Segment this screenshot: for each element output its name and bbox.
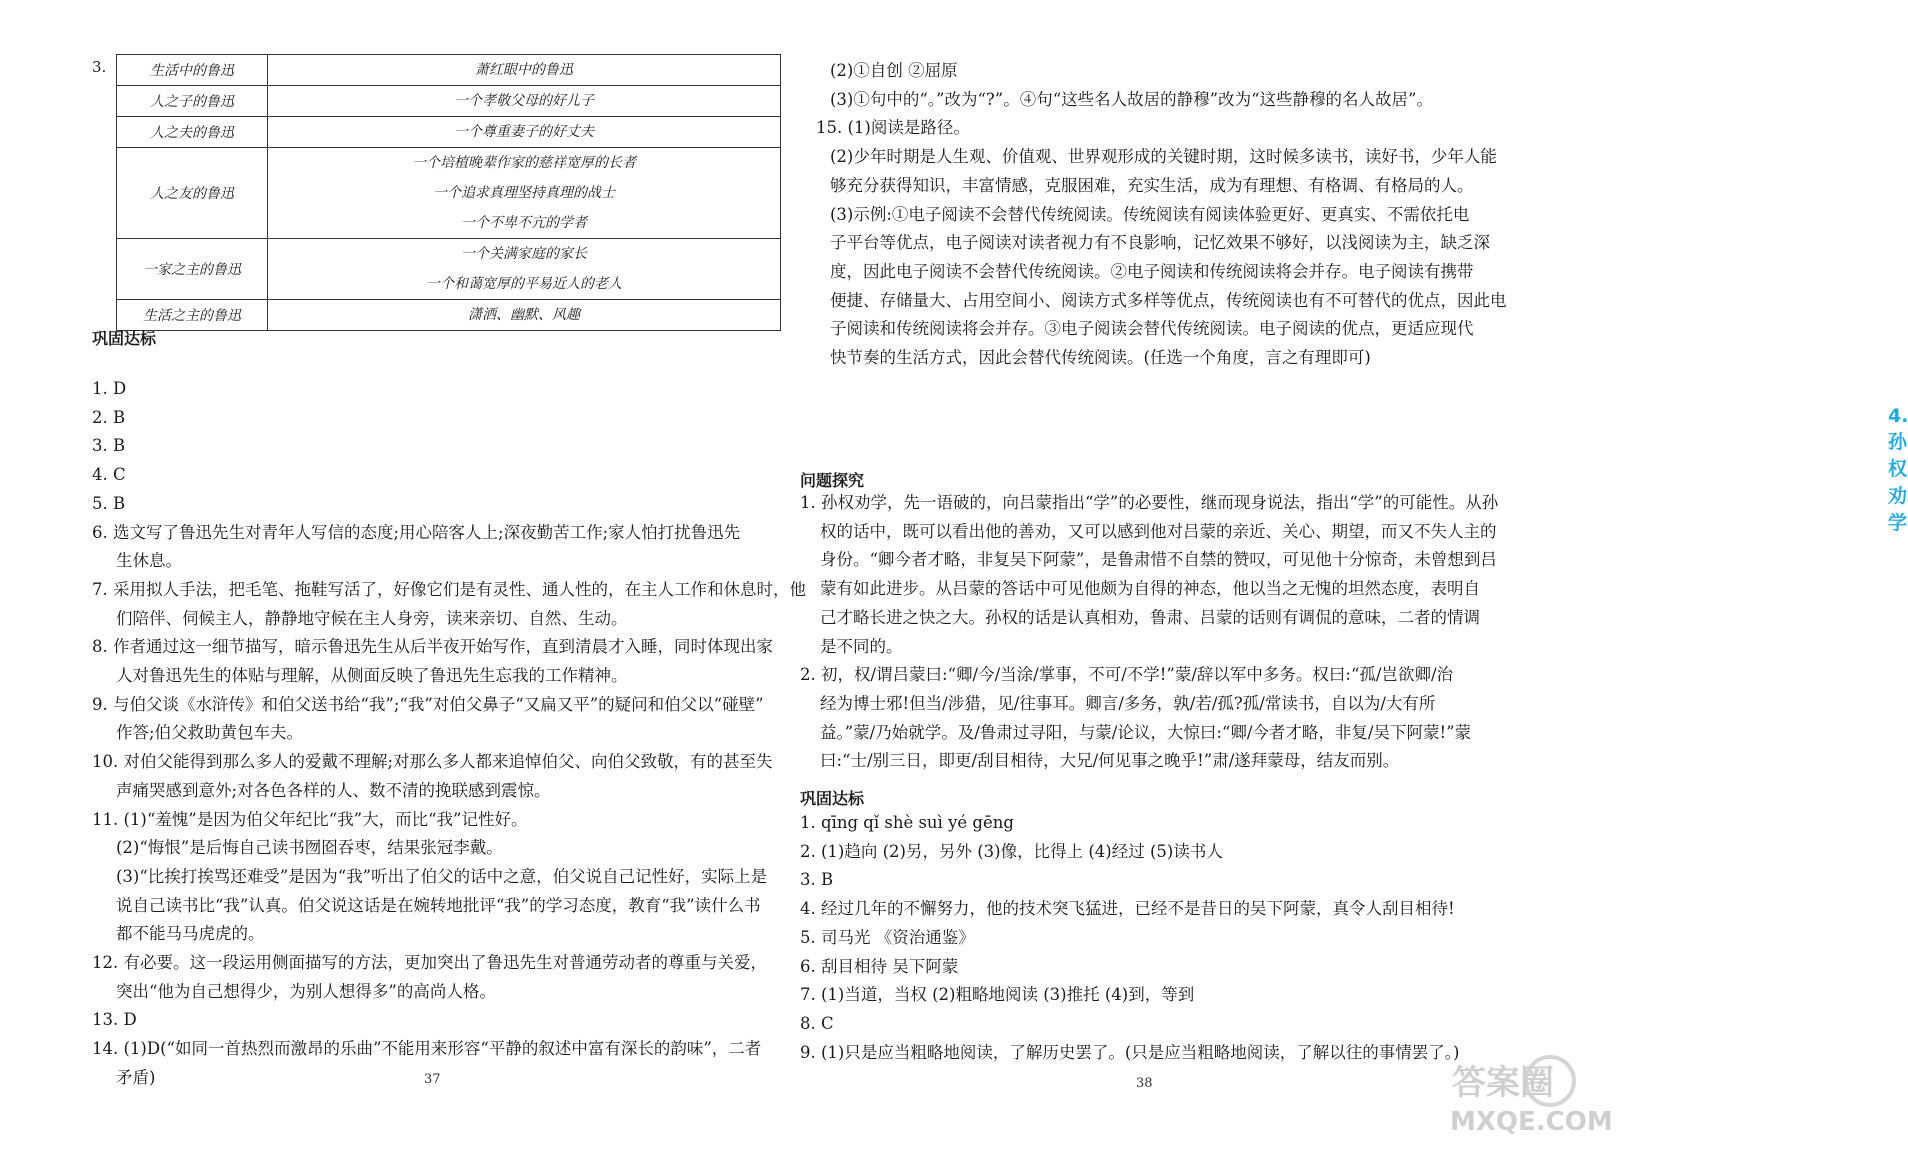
answer-line: 6. 刮目相待 吴下阿蒙 bbox=[800, 956, 959, 976]
answer-line: 够充分获得知识，丰富情感，克服困难，充实生活，成为有理想、有格调、有格局的人。 bbox=[830, 175, 1474, 195]
answer-line: 2. (1)趋向 (2)另，另外 (3)像，比得上 (4)经过 (5)读书人 bbox=[800, 841, 1223, 861]
answer-line: 1. 孙权劝学，先一语破的，向吕蒙指出“学”的必要性，继而现身说法，指出“学”的可能性。从孙 bbox=[800, 493, 1499, 512]
answer-line: 9. (1)只是应当粗略地阅读，了解历史罢了。(只是应当粗略地阅读，了解以往的事情罢了。) bbox=[800, 1042, 1460, 1062]
answer-line: 5. 司马光 《资治通鉴》 bbox=[800, 927, 975, 947]
answer-line: (3)“比挨打挨骂还难受”是因为“我”听出了伯父的话中之意，伯父说自己记性好，实际上是 bbox=[116, 866, 768, 886]
table-cell-line: 一个尊重妻子的好丈夫 bbox=[454, 124, 594, 140]
answer-line: 5. B bbox=[92, 493, 126, 513]
table-row-content bbox=[268, 117, 781, 148]
answer-line: 7. (1)当道，当权 (2)粗略地阅读 (3)推托 (4)到，等到 bbox=[800, 985, 1195, 1005]
answer-line: 突出“他为自己想得少，为别人想得多”的高尚人格。 bbox=[116, 981, 496, 1001]
table-row-label: 一家之主的鲁迅 bbox=[117, 239, 268, 300]
table-row-content bbox=[268, 239, 781, 300]
table-cell-line: 萧红眼中的鲁迅 bbox=[475, 62, 573, 78]
table-cell-line: 一个关满家庭的家长 bbox=[461, 246, 587, 262]
answer-line: (2)①自创 ②屈原 bbox=[830, 61, 958, 80]
answer-line: 作答;伯父救助黄包车夫。 bbox=[116, 723, 304, 743]
answer-line: 益。”蒙/乃始就学。及/鲁肃过寻阳，与蒙/论议，大惊曰:“卿/今者才略，非复/吴下阿蒙!”蒙 bbox=[820, 722, 1472, 742]
table-row bbox=[117, 148, 781, 239]
answer-line: 6. 选文写了鲁迅先生对青年人写信的态度;用心陪客人上;深夜勤苦工作;家人怕打扰鲁迅先 bbox=[92, 522, 741, 542]
answer-line: 蒙有如此进步。从吕蒙的答话中可见他颇为自得的神态，他以当之无愧的坦然态度，表明自 bbox=[820, 579, 1480, 599]
watermark-text-url: MXQE.COM bbox=[1450, 1107, 1613, 1137]
answer-line: 曰:“士/别三日，即更/刮目相待，大兄/何见事之晚乎!”肃/遂拜蒙母，结友而别。 bbox=[820, 751, 1400, 771]
table-row bbox=[117, 239, 781, 300]
table-row-content bbox=[268, 148, 781, 239]
table-cell-line: 一个和蔼宽厚的平易近人的老人 bbox=[426, 276, 622, 292]
section-title-consolidation: 巩固达标 bbox=[800, 789, 865, 808]
answer-line: (2)少年时期是人生观、价值观、世界观形成的关键时期，这时候多读书，读好书，少年人能 bbox=[830, 147, 1497, 167]
luxun-table bbox=[116, 54, 781, 331]
answer-line: 14. (1)D(“如同一首热烈而激昂的乐曲”不能用来形容“平静的叙述中富有深长的韵味”，二者 bbox=[92, 1039, 762, 1059]
right-page bbox=[800, 0, 1908, 1161]
answer-line: 声痛哭感到意外;对各色各样的人、数不清的挽联感到震惊。 bbox=[116, 780, 551, 800]
answer-line: 2. 初，权/谓吕蒙曰:“卿/今/当涂/掌事，不可/不学!”蒙/辞以军中多务。权曰:“孤/岂欲卿/治 bbox=[800, 665, 1454, 685]
answer-line: 矛盾) bbox=[116, 1067, 156, 1087]
lesson-title: 4. 孙权劝学 bbox=[1888, 405, 1908, 534]
table-row-label: 人之子的鲁迅 bbox=[117, 86, 268, 117]
table-cell-line: 潇洒、幽默、风趣 bbox=[468, 307, 580, 323]
table-row-label: 人之友的鲁迅 bbox=[117, 148, 268, 239]
answer-line: 权的话中，既可以看出他的善劝，又可以感到他对吕蒙的亲近、关心、期望，而又不失人主的 bbox=[820, 521, 1497, 541]
answer-line: 1. qīng qǐ shè suì yé gēng bbox=[800, 813, 1014, 832]
answer-line: 生休息。 bbox=[116, 551, 182, 571]
section-title-consolidation: 巩固达标 bbox=[92, 329, 157, 348]
page-number: 37 bbox=[424, 1072, 441, 1087]
table-cell-line: 一个追求真理坚持真理的战士 bbox=[433, 185, 615, 201]
answer-line: 子阅读和传统阅读将会并存。③电子阅读会替代传统阅读。电子阅读的优点，更适应现代 bbox=[830, 319, 1474, 339]
answer-line: 子平台等优点，电子阅读对读者视力有不良影响，记忆效果不够好，以浅阅读为主，缺乏深 bbox=[830, 233, 1490, 253]
answer-line: 11. (1)“羞愧”是因为伯父年纪比“我”大，而比“我”记性好。 bbox=[92, 809, 528, 829]
answer-line: (3)①句中的“。”改为“?”。④句“这些名人故居的静穆”改为“这些静穆的名人故居”。 bbox=[830, 89, 1433, 109]
answer-line: 们陪伴、伺候主人，静静地守候在主人身旁，读来亲切、自然、生动。 bbox=[116, 608, 628, 628]
watermark bbox=[1442, 1049, 1613, 1149]
answer-line: 8. 作者通过这一细节描写，暗示鲁迅先生从后半夜开始写作，直到清晨才入睡，同时体现出家 bbox=[92, 637, 773, 657]
table-row-label: 生活之主的鲁迅 bbox=[117, 300, 268, 331]
table-row-label: 人之夫的鲁迅 bbox=[117, 117, 268, 148]
answer-line: 都不能马马虎虎的。 bbox=[116, 924, 265, 944]
table-row-content bbox=[268, 55, 781, 86]
left-page bbox=[0, 0, 806, 1161]
section-title-inquiry: 问题探究 bbox=[800, 471, 865, 490]
page-number: 38 bbox=[1136, 1076, 1153, 1091]
table-row-label: 生活中的鲁迅 bbox=[117, 55, 268, 86]
answer-line: 是不同的。 bbox=[820, 636, 903, 656]
answer-line: 3. B bbox=[92, 436, 126, 456]
table-cell-line: 一个培植晚辈作家的慈祥宽厚的长者 bbox=[412, 155, 636, 171]
question-number: 3. bbox=[92, 58, 107, 76]
table-row-content bbox=[268, 300, 781, 331]
answer-line: 身份。“卿今者才略，非复吴下阿蒙”，是鲁肃惜不自禁的赞叹，可见他十分惊奇，未曾想到吕 bbox=[820, 550, 1497, 570]
answer-line: 4. C bbox=[92, 465, 126, 485]
answer-line: 说自己读书比“我”认真。伯父说这话是在婉转地批评“我”的学习态度，教育“我”读什么书 bbox=[116, 895, 761, 915]
answer-line: 15. (1)阅读是路径。 bbox=[816, 118, 970, 138]
table-row bbox=[117, 300, 781, 331]
answer-line: 1. D bbox=[92, 379, 127, 398]
answer-line: 13. D bbox=[92, 1010, 137, 1030]
answer-line: 2. B bbox=[92, 407, 126, 427]
table-row bbox=[117, 117, 781, 148]
answer-line: 快节奏的生活方式，因此会替代传统阅读。(任选一个角度，言之有理即可) bbox=[830, 348, 1371, 367]
answer-line: 10. 对伯父能得到那么多人的爱戴不理解;对那么多人都来追悼伯父、向伯父致敬，有的甚至失 bbox=[92, 752, 773, 772]
answer-line: 度，因此电子阅读不会替代传统阅读。②电子阅读和传统阅读将会并存。电子阅读有携带 bbox=[830, 261, 1474, 281]
table-cell-line: 一个不卑不亢的学者 bbox=[461, 215, 587, 231]
answer-line: 9. 与伯父谈《水浒传》和伯父送书给“我”;“我”对伯父鼻子“又扁又平”的疑问和伯父以“碰壁” bbox=[92, 694, 764, 714]
answer-line: (2)“悔恨”是后悔自己读书囫囵吞枣，结果张冠李戴。 bbox=[116, 838, 503, 858]
table-row bbox=[117, 86, 781, 117]
answer-line: 7. 采用拟人手法，把毛笔、拖鞋写活了，好像它们是有灵性、通人性的，在主人工作和休息时，他 bbox=[92, 579, 806, 599]
answer-line: 经为博士邪!但当/涉猎，见/往事耳。卿言/多务，孰/若/孤?孤/常读书，自以为/大有所 bbox=[820, 693, 1436, 713]
answer-line: 便捷、存储量大、占用空间小、阅读方式多样等优点，传统阅读也有不可替代的优点，因此电 bbox=[830, 290, 1507, 310]
watermark-text-cn: 答案圈 bbox=[1452, 1063, 1554, 1103]
answer-line: 4. 经过几年的不懈努力，他的技术突飞猛进，已经不是昔日的吴下阿蒙，真令人刮目相待! bbox=[800, 899, 1455, 919]
answer-line: 己才略长进之快之大。孙权的话是认真相劝，鲁肃、吕蒙的话则有调侃的意味，二者的情调 bbox=[820, 607, 1480, 627]
table-row bbox=[117, 55, 781, 86]
answer-line: (3)示例:①电子阅读不会替代传统阅读。传统阅读有阅读体验更好、更真实、不需依托电 bbox=[830, 204, 1470, 224]
answer-line: 人对鲁迅先生的体贴与理解，从侧面反映了鲁迅先生忘我的工作精神。 bbox=[116, 666, 628, 685]
table-row-content bbox=[268, 86, 781, 117]
answer-line: 12. 有必要。这一段运用侧面描写的方法，更加突出了鲁迅先生对普通劳动者的尊重与关爱， bbox=[92, 953, 767, 972]
table-cell-line: 一个孝敬父母的好儿子 bbox=[454, 93, 594, 109]
answer-line: 3. B bbox=[800, 870, 834, 890]
answer-line: 8. C bbox=[800, 1013, 834, 1033]
